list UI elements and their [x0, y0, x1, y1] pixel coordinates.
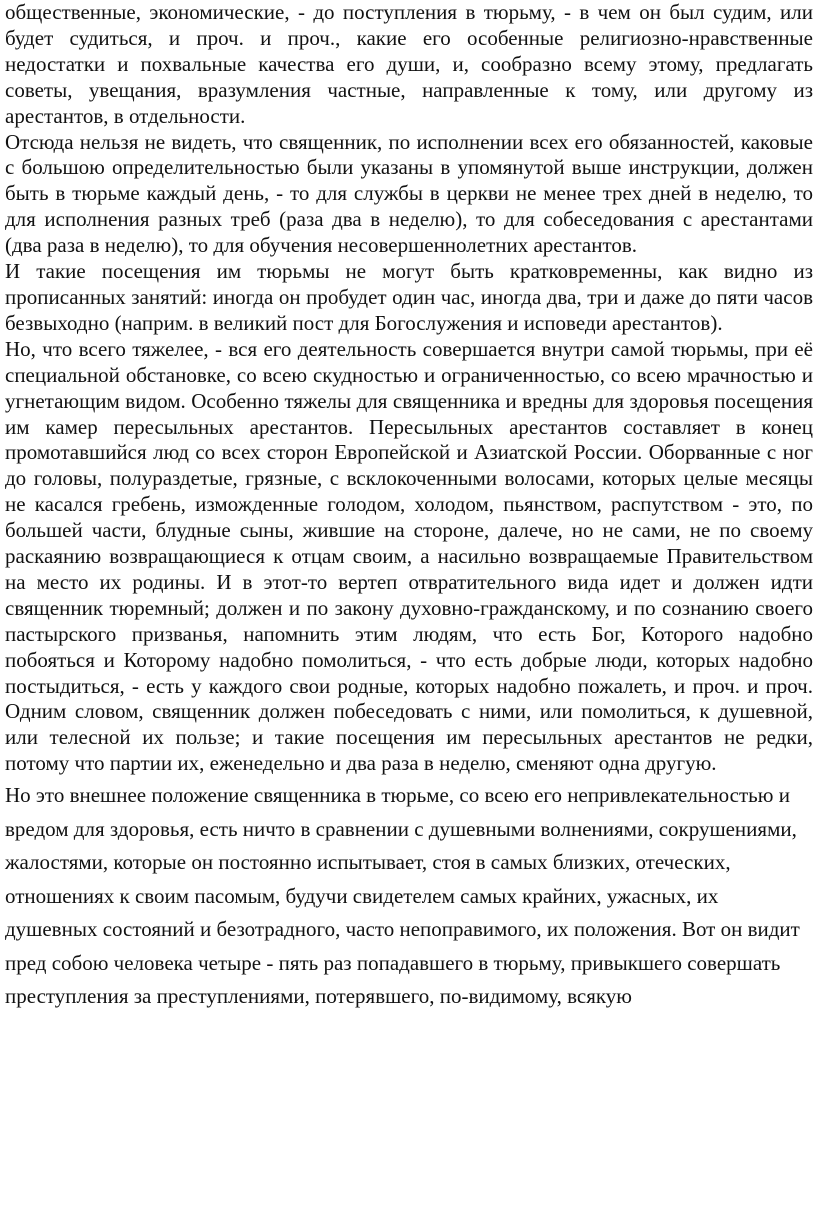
document-page: [5, 0, 813, 1014]
paragraph: Отсюда нельзя не видеть, что священник, по исполнении всех его обязанностей, каковые с большою определительностью были указаны в упомянутой выше инструкции, должен быть в тюрьме каждый день, - то для службы в церкви не менее трех дней в неделю, то для исполнения разных треб (раза два в неделю), то для собеседования с арестантами (два раза в неделю), то для обучения несовершеннолетних арестантов.: [5, 129, 813, 258]
paragraph: Но это внешнее положение священника в тюрьме, со всею его непривлекательностью и вредом для здоровья, есть ничто в сравнении с душевными волнениями, сокрушениями, жалостями, которые он постоянно испытывает, стоя в самых близких, отеческих, отношениях к своим пасомым, будучи свидетелем самых крайних, ужасных, их душевных состояний и безотрадного, часто непоправимого, их положения. Вот он видит пред собою человека четыре - пять раз попадавшего в тюрьму, привыкшего совершать преступления за преступлениями, потерявшего, по-видимому, всякую: [5, 783, 800, 1009]
loose-text-block: [5, 779, 813, 1014]
paragraph: И такие посещения им тюрьмы не могут быть кратковременны, как видно из прописанных занятий: иногда он пробудет один час, иногда два, три и даже до пяти часов безвыходно (наприм. в великий пост для Богослужения и исповеди арестантов).: [5, 259, 813, 335]
paragraph: Но, что всего тяжелее, - вся его деятельность совершается внутри самой тюрьмы, при её специальной обстановке, со всею скудностью и ограниченностью, со всею мрачностью и угнетающим видом. Особенно тяжелы для священника и вредны для здоровья посещения им камер пересыльных арестантов. Пересыльных арестантов составляет в конец промотавшийся люд со всех сторон Европейской и Азиатской России. Оборванные с ног до головы, полураздетые, грязные, с всклокоченными волосами, которых целые месяцы не касался гребень, изможденные голодом, холодом, пьянством, распутством - это, по большей части, блудные сыны, жившие на стороне, далече, но не сами, не по своему раскаянию возвращающиеся к отцам своим, а насильно возвращаемые Правительством на место их родины. И в этот-то вертеп отвратительного вида идет и должен идти священник тюремный; должен и по закону духовно-гражданскому, и по сознанию своего пастырского призванья, напомнить этим людям, что есть Бог, Которого надобно побояться и Которому надобно помолиться, - что есть добрые люди, которых надобно постыдиться, - есть у каждого свои родные, которых надобно пожалеть, и проч. и проч. Одним словом, священник должен побеседовать с ними, или помолиться, к душевной, или телесной их пользе; и такие посещения им пересыльных арестантов не редки, потому что партии их, еженедельно и два раза в неделю, сменяют одна другую.: [5, 336, 813, 776]
justified-text-block: [5, 0, 813, 777]
paragraph: общественные, экономические, - до поступления в тюрьму, - в чем он был судим, или будет судиться, и проч. и проч., какие его особенные религиозно-нравственные недостатки и похвальные качества его души, и, сообразно всему этому, предлагать советы, увещания, вразумления частные, направленные к тому, или другому из арестантов, в отдельности.: [5, 0, 813, 128]
